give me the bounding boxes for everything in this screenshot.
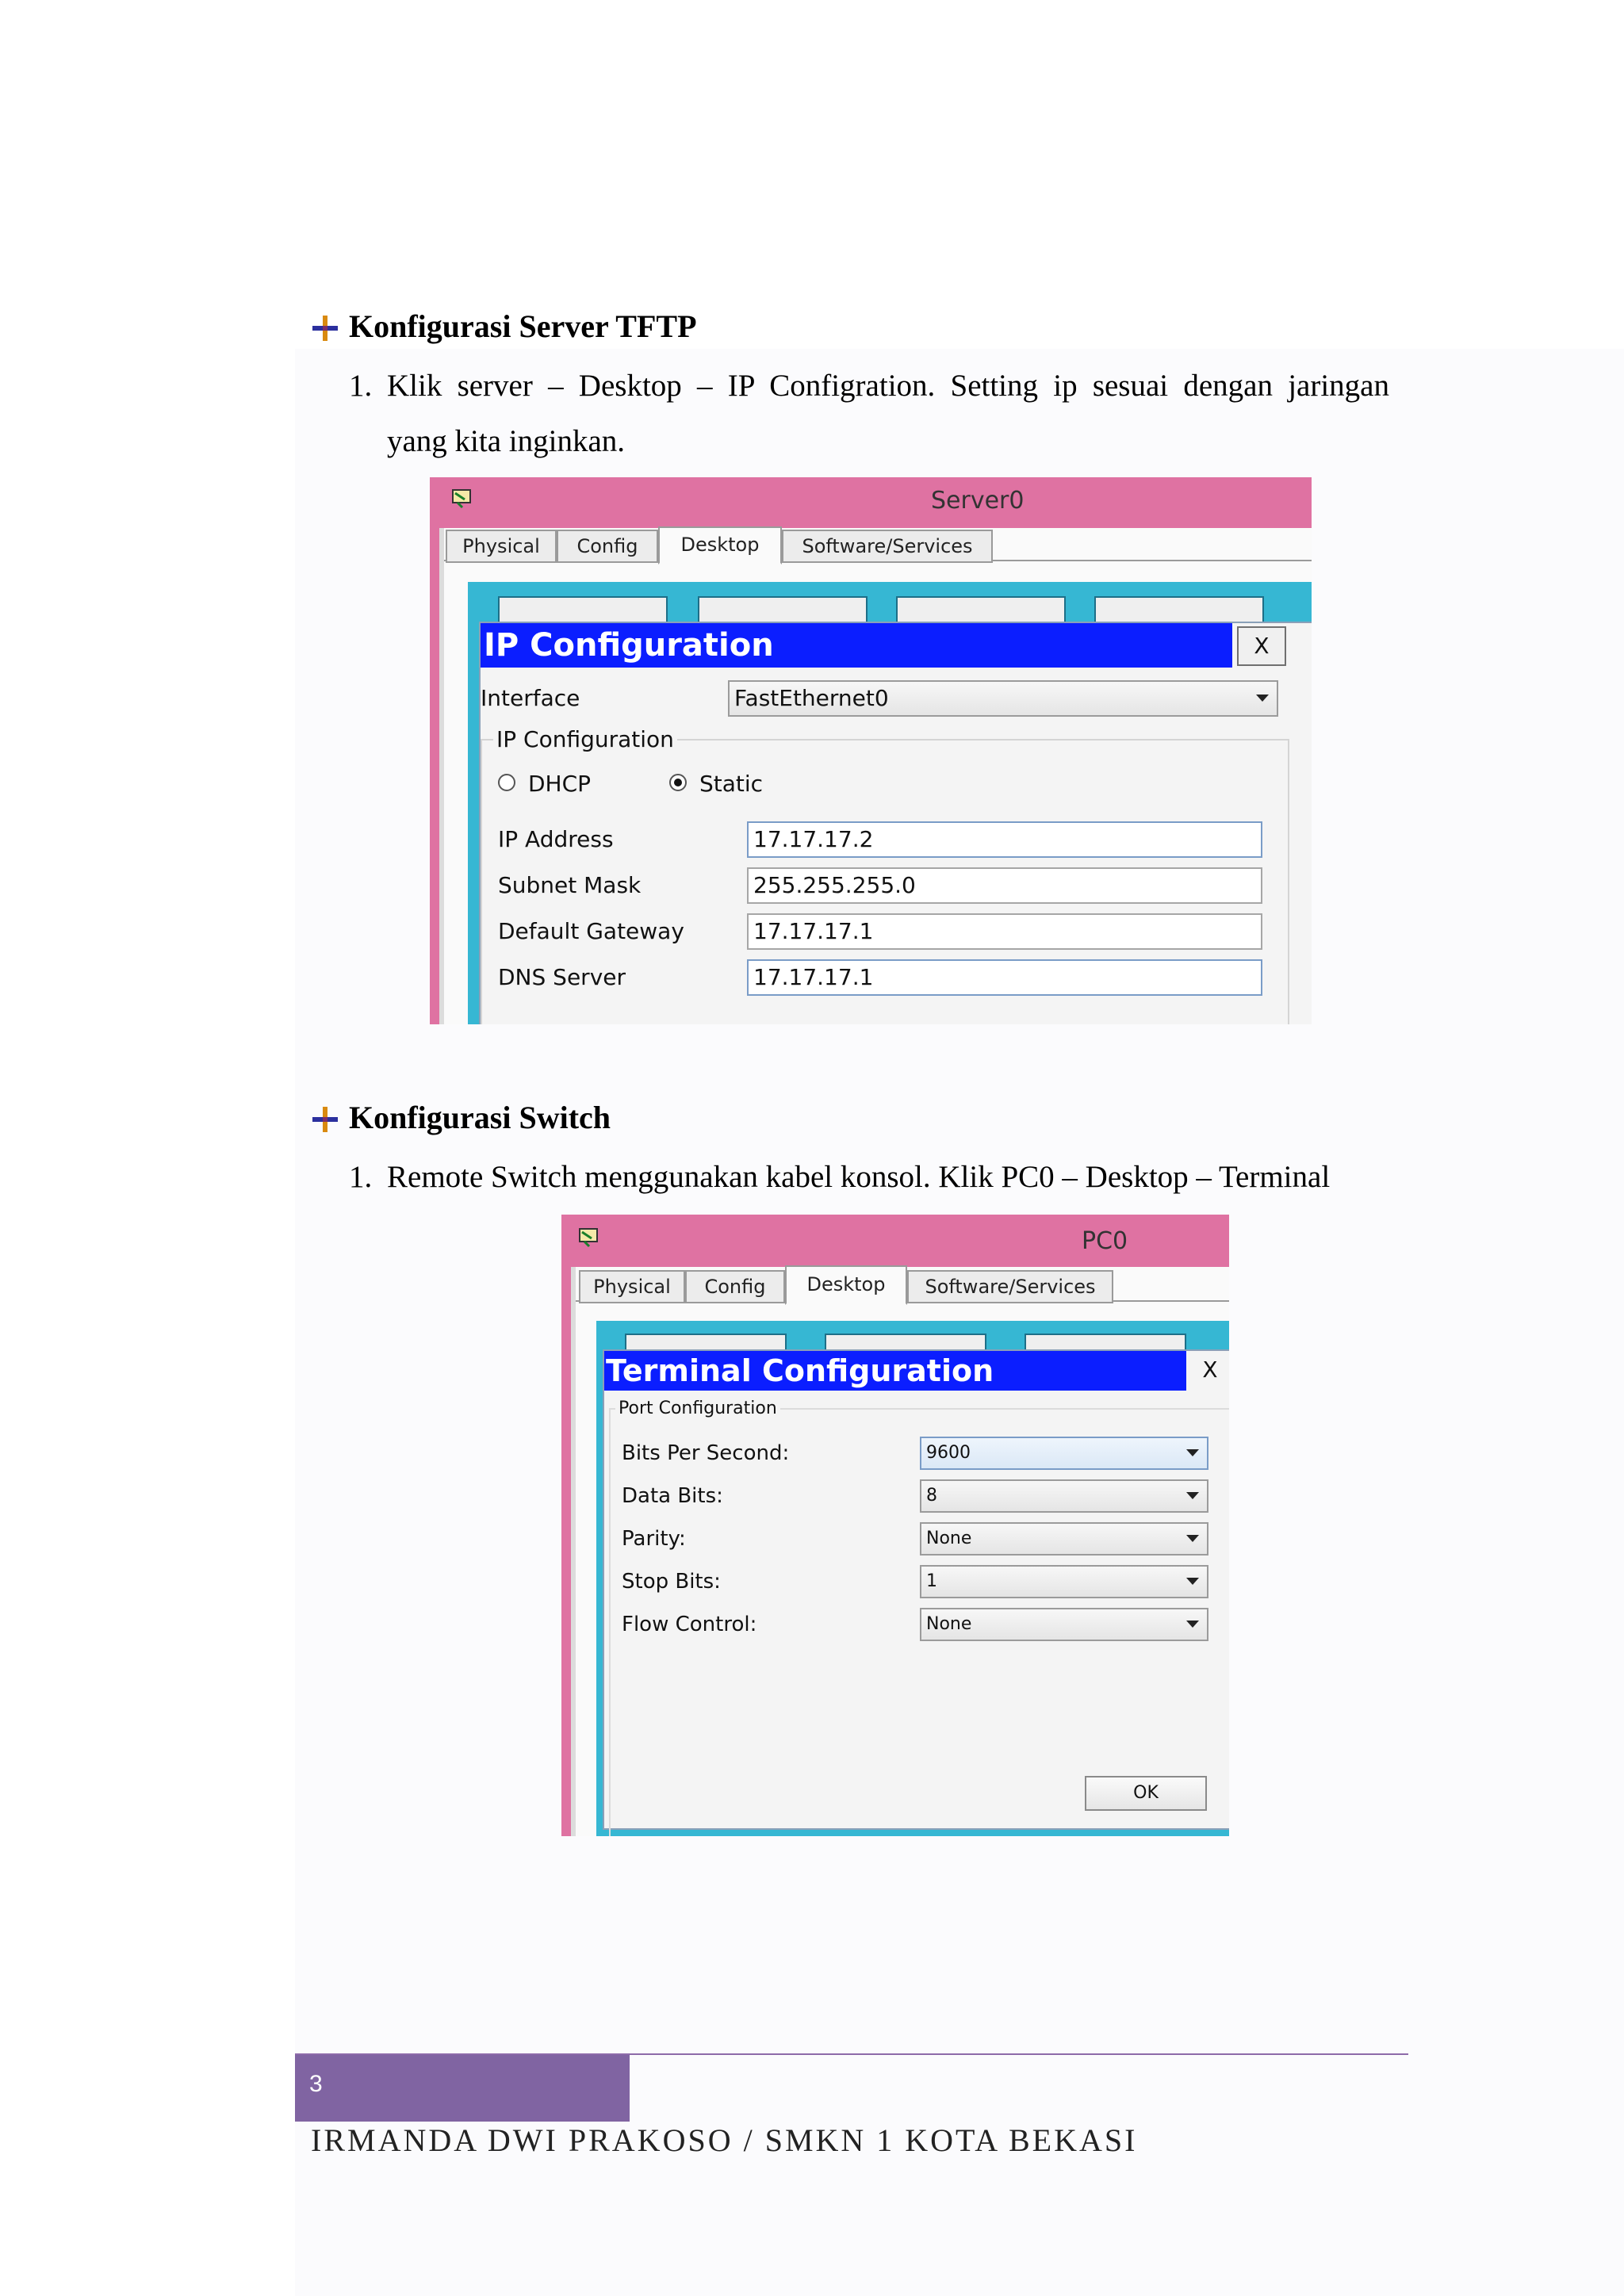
window-titlebar: [430, 477, 1312, 528]
window-border-left: [561, 1267, 571, 1836]
bits-per-second-value: 9600: [926, 1443, 971, 1463]
footer-author: IRMANDA DWI PRAKOSO / SMKN 1 KOTA BEKASI: [311, 2122, 1138, 2158]
step-text-line2: yang kita inginkan.: [387, 424, 626, 458]
bullet-icon: [309, 312, 341, 344]
app-icon: [450, 487, 474, 511]
parity-value: None: [926, 1529, 972, 1548]
ip-address-label: IP Address: [498, 826, 614, 852]
stop-bits-select[interactable]: [920, 1565, 1208, 1598]
step-number: 1.: [349, 1160, 373, 1194]
dialog-title: IP Configuration: [481, 623, 1232, 668]
bullet-icon: [309, 1104, 341, 1135]
step-text-line1: Klik server – Desktop – IP Configration. Setting ip sesuai dengan jaringan: [387, 369, 1389, 403]
interface-select[interactable]: [728, 680, 1278, 717]
chevron-down-icon: [1186, 1578, 1199, 1585]
section-heading-tftp: Konfigurasi Server TFTP: [349, 308, 697, 344]
terminal-configuration-dialog: [603, 1349, 1229, 1830]
dns-server-input[interactable]: 17.17.17.1: [747, 959, 1262, 996]
parity-label: Parity:: [622, 1527, 686, 1551]
default-gateway-label: Default Gateway: [498, 918, 684, 944]
ip-address-input[interactable]: 17.17.17.2: [747, 821, 1262, 858]
tab-software-services[interactable]: Software/Services: [782, 530, 993, 563]
window-titlebar: [561, 1215, 1229, 1267]
tab-physical[interactable]: Physical: [446, 530, 557, 563]
bits-per-second-select[interactable]: [920, 1437, 1208, 1470]
page-number-box: [295, 2055, 630, 2122]
step-number: 1.: [349, 369, 373, 403]
flow-control-select[interactable]: [920, 1608, 1208, 1641]
flow-control-value: None: [926, 1614, 972, 1634]
static-label: Static: [699, 771, 764, 797]
tab-desktop[interactable]: Desktop: [658, 526, 782, 564]
dialog-title: Terminal Configuration: [604, 1351, 1186, 1391]
data-bits-label: Data Bits:: [622, 1484, 723, 1508]
dhcp-radio[interactable]: [498, 774, 515, 791]
flow-control-label: Flow Control:: [622, 1613, 757, 1636]
ip-configuration-dialog: [479, 622, 1312, 1024]
parity-select[interactable]: [920, 1522, 1208, 1556]
tab-physical[interactable]: Physical: [579, 1270, 685, 1303]
close-button[interactable]: X: [1237, 626, 1286, 666]
dns-server-label: DNS Server: [498, 964, 626, 990]
group-label: IP Configuration: [493, 726, 677, 752]
tab-software-services[interactable]: Software/Services: [907, 1270, 1113, 1303]
tab-config[interactable]: Config: [557, 530, 658, 563]
static-radio[interactable]: [669, 774, 687, 791]
close-button[interactable]: X: [1194, 1354, 1226, 1386]
data-bits-select[interactable]: [920, 1479, 1208, 1513]
tab-config[interactable]: Config: [685, 1270, 785, 1303]
data-bits-value: 8: [926, 1486, 937, 1506]
bits-per-second-label: Bits Per Second:: [622, 1441, 790, 1465]
pc-window-screenshot: [561, 1215, 1229, 1836]
section-heading-switch: Konfigurasi Switch: [349, 1100, 611, 1135]
window-title: PC0: [1082, 1227, 1128, 1255]
ok-button[interactable]: OK: [1085, 1776, 1207, 1811]
group-label: Port Configuration: [615, 1399, 780, 1418]
window-title: Server0: [931, 487, 1025, 515]
subnet-mask-input[interactable]: 255.255.255.0: [747, 867, 1262, 904]
app-icon: [577, 1226, 601, 1249]
subnet-mask-label: Subnet Mask: [498, 872, 642, 898]
default-gateway-input[interactable]: 17.17.17.1: [747, 913, 1262, 950]
dhcp-label: DHCP: [528, 771, 592, 797]
stop-bits-label: Stop Bits:: [622, 1570, 721, 1594]
server-window-screenshot: [430, 477, 1312, 1024]
interface-label: Interface: [481, 685, 580, 711]
tab-desktop[interactable]: Desktop: [785, 1265, 907, 1305]
chevron-down-icon: [1186, 1621, 1199, 1628]
interface-select-value: FastEthernet0: [734, 685, 889, 711]
chevron-down-icon: [1186, 1449, 1199, 1456]
window-border-left: [430, 528, 439, 1024]
stop-bits-value: 1: [926, 1571, 937, 1591]
step-text-line1: Remote Switch menggunakan kabel konsol. Klik PC0 – Desktop – Terminal: [387, 1160, 1331, 1194]
chevron-down-icon: [1186, 1535, 1199, 1542]
chevron-down-icon: [1186, 1492, 1199, 1499]
page-number: 3: [309, 2071, 323, 2097]
chevron-down-icon: [1256, 695, 1269, 702]
